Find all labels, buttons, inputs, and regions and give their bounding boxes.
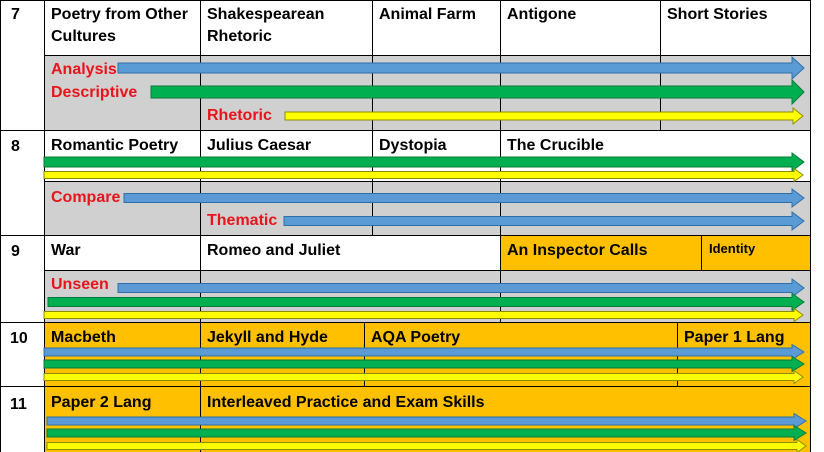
y9-topic-war: War: [51, 242, 81, 259]
y7-topic-short-stories: Short Stories: [667, 6, 768, 23]
y11-blue-arrow: [47, 414, 806, 429]
y8-topic-romantic: Romantic Poetry: [51, 137, 179, 154]
year-label-9: 9: [11, 243, 20, 260]
y7-topic-poetry: Poetry from Other Cultures: [51, 6, 188, 45]
y10-blue-arrow: [44, 345, 804, 360]
y8-green-arrow: [44, 153, 804, 171]
compare-arrow: [124, 189, 804, 207]
y10-topic-jekyll: Jekyll and Hyde: [207, 329, 328, 346]
descriptive-arrow: [151, 80, 804, 104]
y7-skill-descriptive: Descriptive: [51, 84, 138, 101]
y10-topic-macbeth: Macbeth: [51, 329, 116, 346]
y7-topic-antigone: Antigone: [507, 6, 577, 23]
y7-skill-rhetoric: Rhetoric: [207, 107, 272, 124]
y9-topic-romeo: Romeo and Juliet: [207, 242, 341, 259]
y7-topic-animal-farm: Animal Farm: [379, 6, 476, 23]
y11-topic-paper2: Paper 2 Lang: [51, 394, 152, 411]
thematic-arrow: [284, 212, 804, 230]
y8-topic-dystopia: Dystopia: [379, 137, 447, 154]
year-label-7: 7: [11, 6, 20, 23]
y8-topic-julius: Julius Caesar: [207, 137, 312, 154]
rhetoric-arrow: [285, 108, 803, 124]
y9-topic-inspector: An Inspector Calls: [507, 242, 648, 259]
y8-yellow-arrow: [44, 169, 803, 182]
analysis-arrow: [118, 57, 804, 79]
y8-skill-compare: Compare: [51, 189, 121, 206]
year-label-10: 10: [10, 330, 28, 347]
y10-green-arrow: [44, 357, 804, 372]
year-label-8: 8: [11, 138, 20, 155]
y9-green-arrow: [48, 294, 804, 311]
y11-yellow-arrow: [47, 440, 806, 452]
y10-yellow-arrow: [44, 371, 803, 384]
year-label-11: 11: [10, 396, 27, 413]
y10-topic-paper1: Paper 1 Lang: [684, 329, 785, 346]
y10-topic-aqa: AQA Poetry: [371, 329, 461, 346]
y9-yellow-arrow: [44, 309, 803, 322]
y8-skill-thematic: Thematic: [207, 212, 278, 229]
y9-skill-unseen: Unseen: [51, 276, 109, 293]
y8-topic-crucible: The Crucible: [507, 137, 604, 154]
y9-topic-identity: Identity: [709, 241, 756, 256]
y11-green-arrow: [47, 426, 806, 441]
y11-topic-interleaved: Interleaved Practice and Exam Skills: [207, 394, 485, 411]
y7-skill-analysis: Analysis: [51, 61, 117, 78]
unseen-arrow: [118, 279, 804, 297]
y7-topic-shakespeare: Shakespearean Rhetoric: [207, 6, 325, 45]
